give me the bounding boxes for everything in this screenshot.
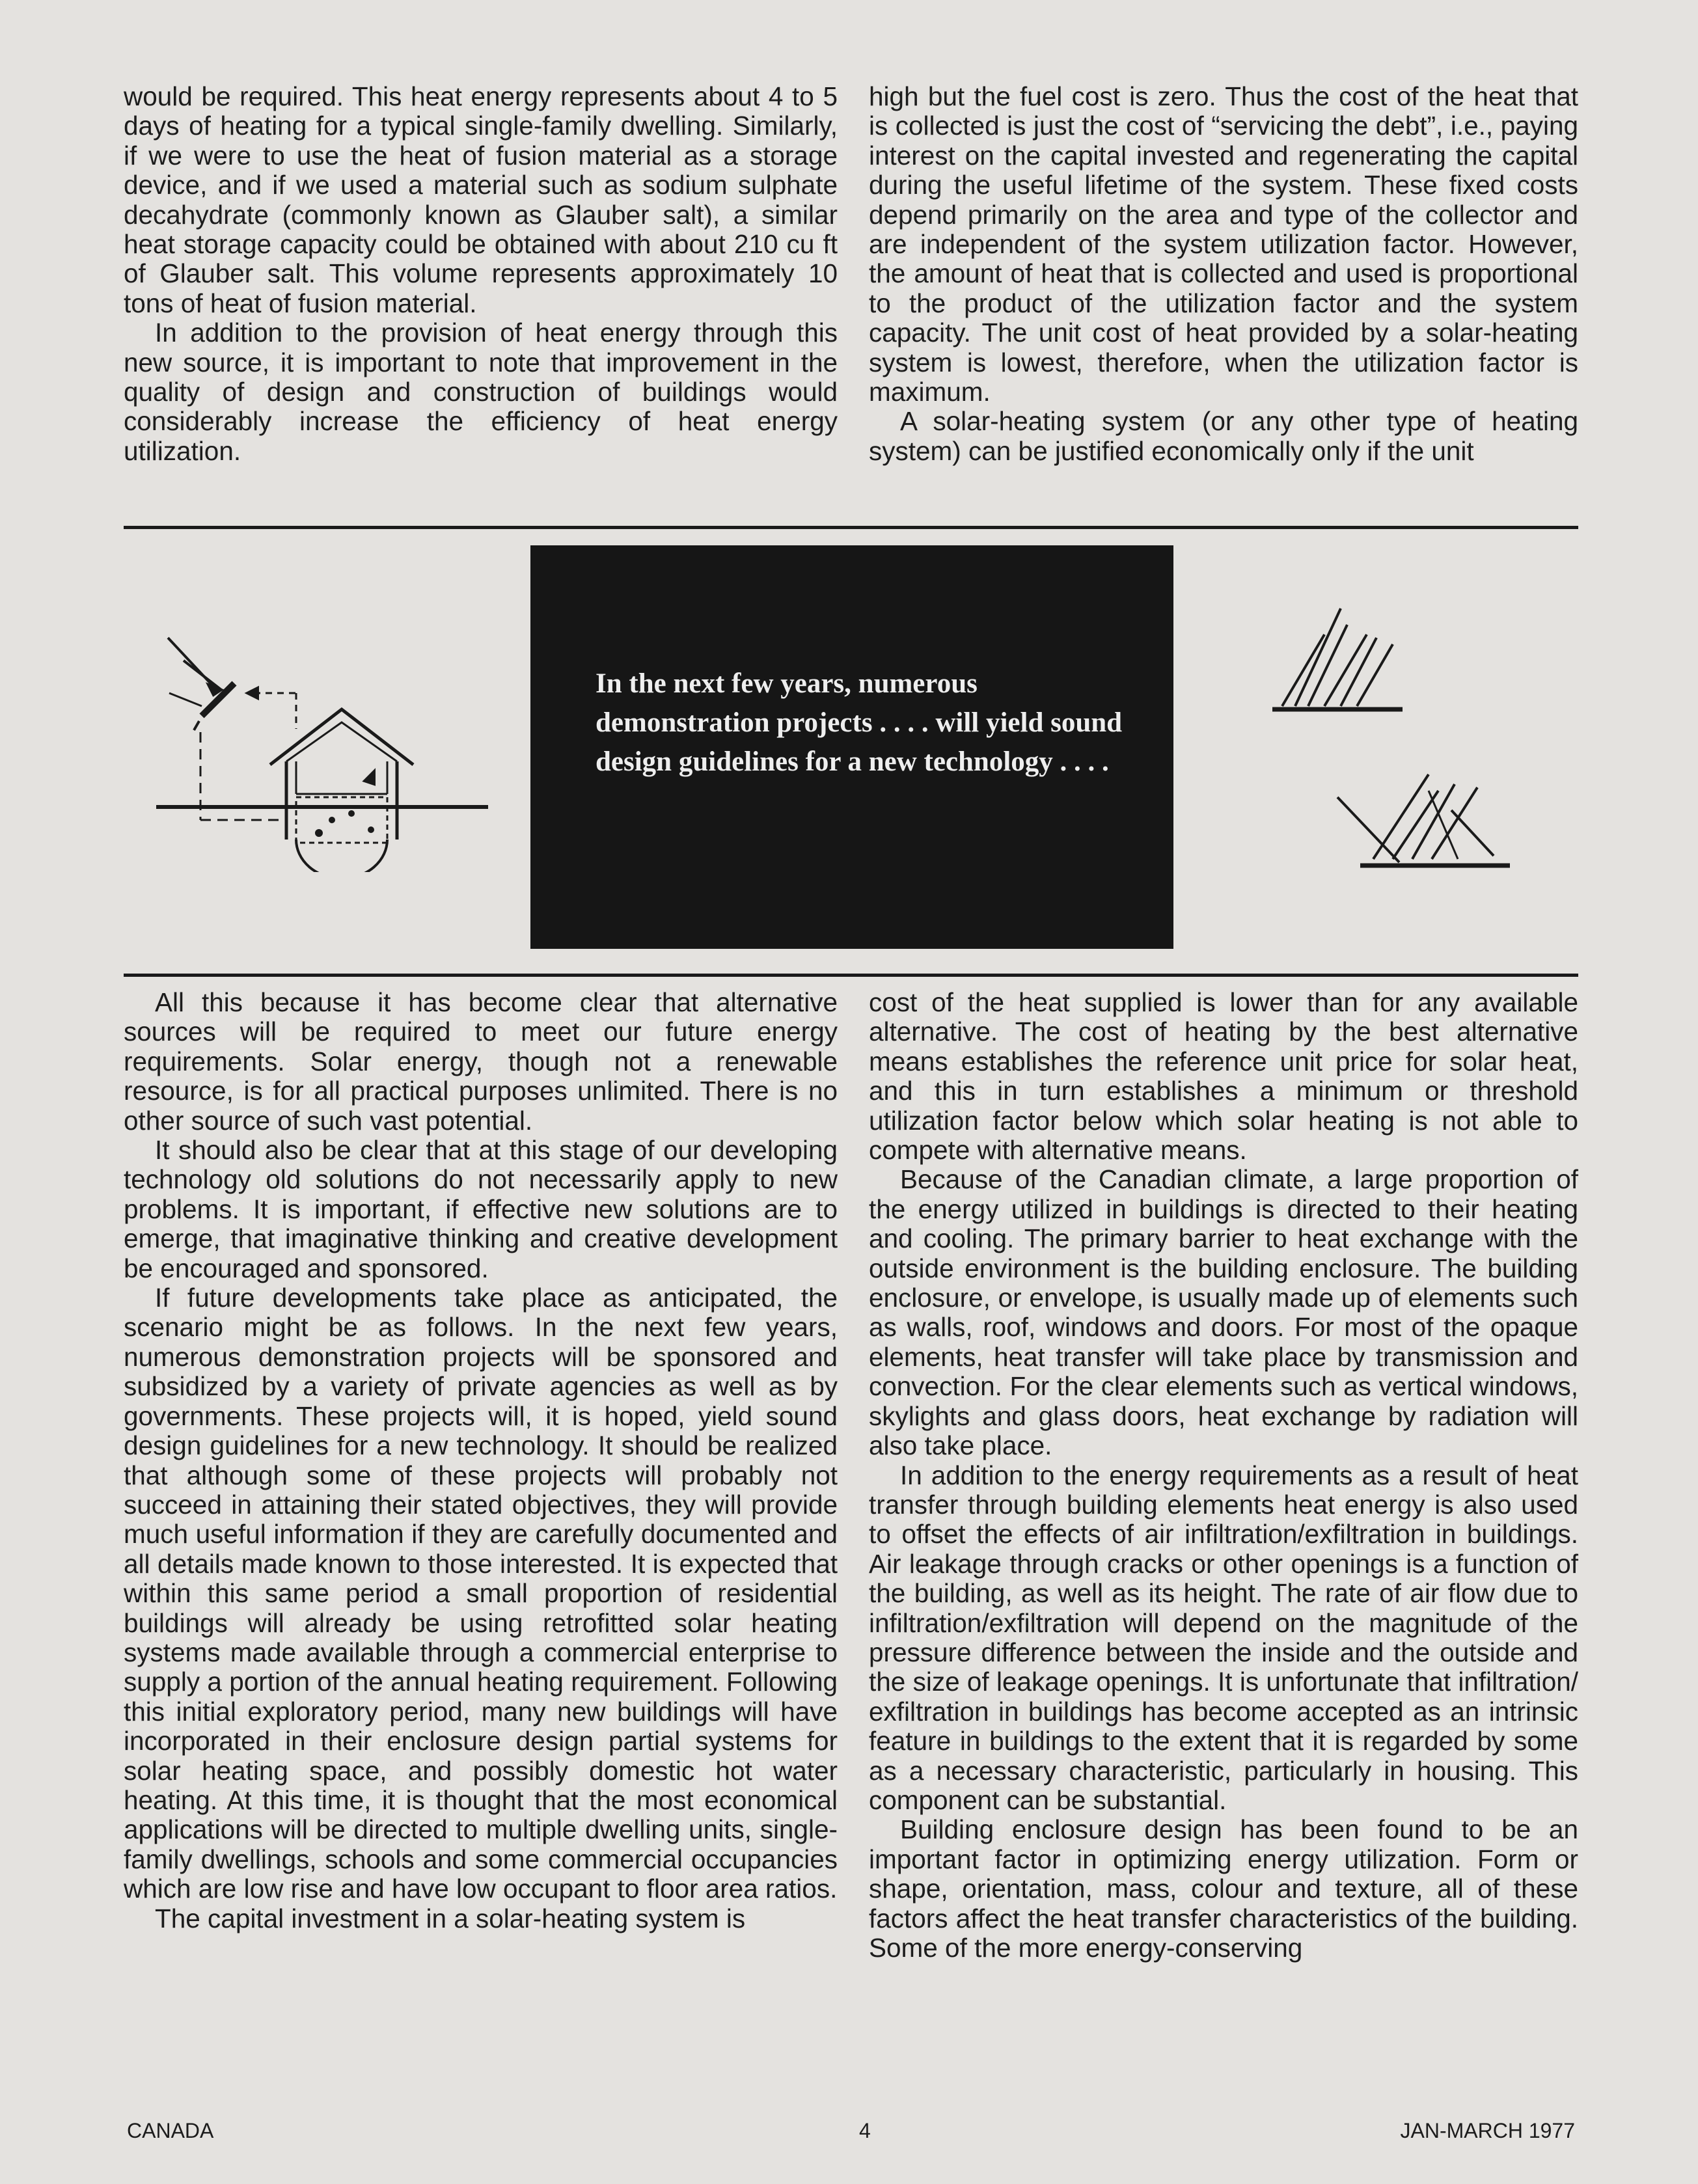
footer-date: JAN-MARCH 1977 (1400, 2119, 1575, 2142)
pull-quote-text: In the next few years, numerous demonstration projects . . . . will yield sound design guidelines for a new technology . . . . (596, 668, 1123, 777)
solar-house-illustration (156, 625, 495, 872)
paragraph: cost of the heat supplied is lower than for any available alternative. The cost of heating by the best alternative means establishes the reference unit price for solar heat, and this in turn establishes a minimum or threshold utilization factor below which solar heating is not able to compete with alternative means. (869, 987, 1578, 1166)
paragraph: Because of the Canadian climate, a large proportion of the energy utilized in buildings is directed to their heating and cooling. The primary barrier to heat exchange with the outside environment is the building enclosure. The building enclosure, or envelope, is usually made up of elements such as walls, roof, windows and doors. For most of the opaque elements, heat transfer will take place by transmission and convection. For the clear elements such as vertical windows, skylights and glass doors, heat exchange by radiation will also take place. (869, 1164, 1578, 1461)
paragraph: A solar-heating system (or any other type of heating system) can be justified economically only if the unit (869, 406, 1578, 466)
bottom-right-column (869, 988, 1578, 1963)
page-number: 4 (859, 2119, 871, 2142)
collector-sketch-illustration (1263, 595, 1536, 875)
paragraph: In addition to the energy requirements as a result of heat transfer through building elements heat energy is also used to offset the effects of air infiltration/exfiltration in buildings. Air leakage through cracks or other openings is a function of the building, as well as its height. The rate of air flow due to infiltration/exfiltration will depend on the magnitude of the pressure difference between the inside and the outside and the size of leakage openings. It is unfortunate that infiltration/ exfiltration in buildings has become accepted as an intrinsic feature in buildings to the extent that it is regarded by some as a necessary characteristic, particularly in housing. This component can be substantial. (869, 1460, 1578, 1815)
paragraph: Building enclosure design has been found to be an important factor in optimizing energy utilization. Form or shape, orientation, mass, colour and texture, all of these factors affect the heat transfer characteristics of the building. Some of the more energy-conserving (869, 1814, 1578, 1963)
footer-publication: CANADA (127, 2119, 214, 2142)
top-divider (124, 526, 1578, 529)
paragraph: All this because it has become clear that alternative sources will be required to meet our future energy requirements. Solar energy, though not a renewable resource, is for all practical purposes unlimited. There is no other source of such vast potential. (124, 987, 838, 1136)
bottom-left-column (124, 988, 838, 1933)
bottom-divider (124, 974, 1578, 977)
paragraph: high but the fuel cost is zero. Thus the cost of the heat that is collected is just the cost of “servicing the debt”, i.e., paying interest on the capital invested and regenerating the capital during the useful lifetime of the system. These fixed costs depend primarily on the area and type of the collector and are independent of the system utilization factor. However, the amount of heat that is collected and used is proportional to the product of the utilization factor and the system capacity. The unit cost of heat provided by a solar-heating system is lowest, therefore, when the utilization factor is maximum. (869, 81, 1578, 407)
pull-quote-box (530, 545, 1173, 949)
paragraph: In addition to the provision of heat energy through this new source, it is important to note that improvement in the quality of design and construction of buildings would considerably increase the efficiency of heat energy utilization. (124, 318, 838, 466)
page-footer (124, 2119, 1578, 2151)
paragraph: The capital investment in a solar-heating system is (155, 1903, 746, 1933)
top-right-column (869, 82, 1578, 466)
paragraph: would be required. This heat energy represents about 4 to 5 days of heating for a typical single-family dwelling. Similarly, if we were to use the heat of fusion material as a storage device, and if we used a material such as sodium sulphate decahydrate (commonly known as Glauber salt), a similar heat storage capacity could be obtained with about 210 cu ft of Glauber salt. This volume represents approximately 10 tons of heat of fusion material. (124, 81, 838, 318)
paragraph: If future developments take place as anticipated, the scenario might be as follows. In the next few years, numerous demonstration projects will be sponsored and subsidized by a variety of private agencies as well as by governments. These projects will, it is hoped, yield sound design guidelines for a new technology. It should be realized that although some of these projects will probably not succeed in attaining their stated objectives, they will provide much useful information if they are carefully documented and all details made known to those interested. It is expected that within this same period a small proportion of residential buildings will already be using retrofitted solar heating systems made available through a commercial enterprise to supply a portion of the annual heating requirement. Following this initial exploratory period, many new buildings will have incorporated in their enclosure design partial systems for solar heating space, and possibly domestic hot water heating. At this time, it is thought that the most economical applications will be directed to multiple dwelling units, single-family dwellings, schools and some commercial occupancies which are low rise and have low occupant to floor area ratios. (124, 1283, 838, 1904)
top-left-column (124, 82, 838, 466)
paragraph: It should also be clear that at this stage of our developing technology old solutions do not necessarily apply to new problems. It is important, if effective new solutions are to emerge, that imaginative thinking and creative development be encouraged and sponsored. (124, 1135, 838, 1283)
